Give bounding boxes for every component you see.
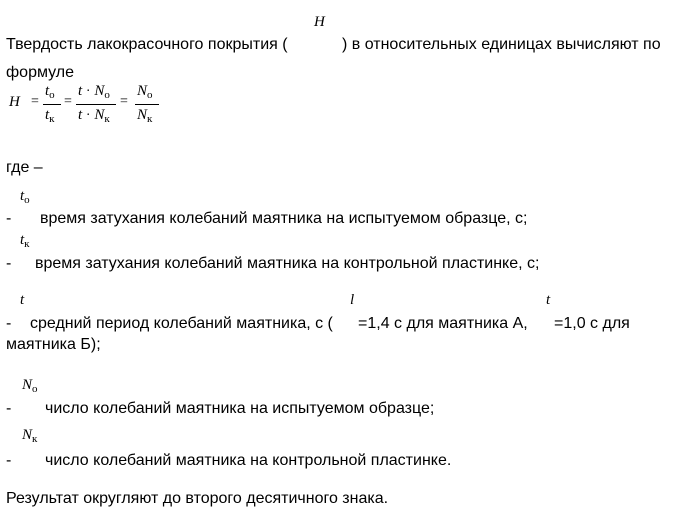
item4-text: число колебаний маятника на испытуемом образце; <box>45 400 435 417</box>
item3-var-t: t <box>546 292 551 308</box>
formula-eq-2: = <box>64 94 72 109</box>
item2-dash: - <box>6 255 12 272</box>
item3-var-l: l <box>350 292 355 308</box>
item3-text-a: средний период колебаний маятника, с ( <box>30 315 333 332</box>
result-text: Результат округляют до второго десятичного знака. <box>6 490 389 507</box>
item5-var: $N_к$ <box>22 427 38 445</box>
item4-dash: - <box>6 400 12 417</box>
item5-text: число колебаний маятника на контрольной пластинке. <box>45 452 452 469</box>
item1-text: время затухания колебаний маятника на испытуемом образце, с; <box>40 210 528 227</box>
intro-var-h: H <box>314 14 325 30</box>
item3-var: t <box>20 292 25 308</box>
f1-bar <box>43 104 61 105</box>
item1-dash: - <box>6 210 12 227</box>
f1-den: $t_к$ <box>45 107 55 125</box>
formula-lhs: H <box>9 94 20 110</box>
item2-text: время затухания колебаний маятника на контрольной пластинке, с; <box>35 255 540 272</box>
intro-line1-after: ) в относительных единицах вычисляют по <box>342 36 661 53</box>
f2-den: $t \cdot N_к$ <box>78 107 110 125</box>
f2-num: $t \cdot N_o$ <box>78 83 110 101</box>
item3-text-c: =1,0 с для <box>554 315 630 332</box>
formula-eq-1: = <box>31 94 39 109</box>
f3-den: $N_к$ <box>137 107 153 125</box>
f1-num: $t_o$ <box>45 83 55 101</box>
f3-num: $N_o$ <box>137 83 153 101</box>
item1-var: $t_o$ <box>20 188 30 206</box>
item4-var: $N_o$ <box>22 377 38 395</box>
item3-dash: - <box>6 315 12 332</box>
intro-line2: формуле <box>6 64 75 81</box>
item3-line2: маятника Б); <box>6 336 101 353</box>
f3-bar <box>135 104 159 105</box>
item3-text-b: =1,4 с для маятника А, <box>358 315 528 332</box>
formula-eq-3: = <box>120 94 128 109</box>
item5-dash: - <box>6 452 12 469</box>
f2-bar <box>76 104 116 105</box>
intro-line1-before: Твердость лакокрасочного покрытия ( <box>6 36 288 53</box>
where-label: где – <box>6 159 43 176</box>
item2-var: $t_к$ <box>20 232 30 250</box>
